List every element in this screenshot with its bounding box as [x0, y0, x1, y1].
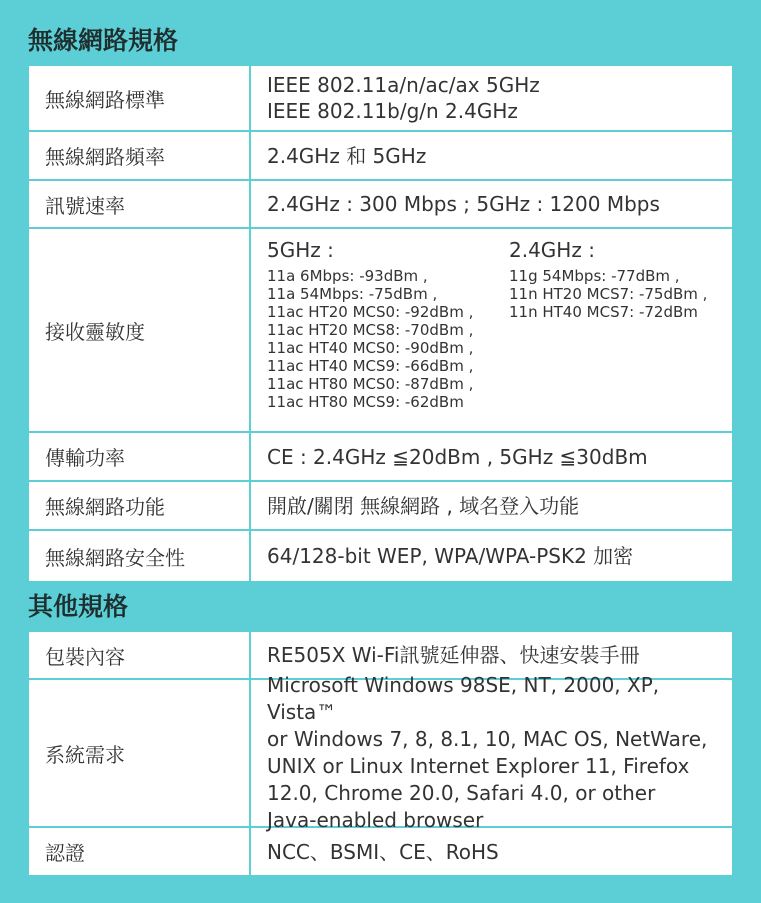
table-row — [29, 433, 732, 482]
sensitivity-line: 11ac HT40 MCS9: -66dBm , — [267, 357, 474, 375]
value-line: NCC、BSMI、CE、RoHS — [267, 839, 499, 864]
other-spec-table — [29, 632, 732, 875]
row-label: 認證 — [29, 828, 251, 875]
value-line: IEEE 802.11b/g/n 2.4GHz — [267, 99, 518, 123]
value-line: 2.4GHz : 300 Mbps ; 5GHz : 1200 Mbps — [267, 192, 660, 216]
table-row — [29, 181, 732, 229]
sensitivity-line: 11ac HT40 MCS0: -90dBm , — [267, 339, 474, 357]
row-label: 無線網路頻率 — [29, 132, 251, 179]
value-line: 2.4GHz 和 5GHz — [267, 143, 427, 168]
row-value — [251, 531, 732, 581]
sensitivity-line: 11a 54Mbps: -75dBm , — [267, 285, 438, 303]
row-value — [251, 433, 732, 480]
table-row — [29, 828, 732, 875]
row-label: 接收靈敏度 — [29, 229, 251, 431]
row-value — [251, 132, 732, 179]
row-value — [251, 828, 732, 875]
row-label: 無線網路功能 — [29, 482, 251, 529]
sensitivity-line: 11n HT40 MCS7: -72dBm — [509, 303, 698, 321]
sensitivity-line: 11ac HT80 MCS0: -87dBm , — [267, 375, 474, 393]
row-value — [251, 482, 732, 529]
value-line: IEEE 802.11a/n/ac/ax 5GHz — [267, 73, 540, 97]
value-line: UNIX or Linux Internet Explorer 11, Firefox — [267, 754, 690, 778]
row-label: 無線網路標準 — [29, 66, 251, 130]
table-row — [29, 66, 732, 132]
sensitivity-heading: 5GHz : — [267, 238, 334, 262]
row-value — [251, 229, 751, 431]
wireless-spec-table — [29, 66, 732, 581]
row-value — [251, 673, 732, 832]
table-row — [29, 673, 732, 832]
value-line: CE : 2.4GHz ≦20dBm , 5GHz ≦30dBm — [267, 444, 648, 469]
row-label: 訊號速率 — [29, 181, 251, 227]
row-label: 系統需求 — [29, 680, 251, 826]
value-line: RE505X Wi-Fi訊號延伸器、快速安裝手冊 — [267, 643, 640, 667]
sensitivity-24ghz — [509, 237, 751, 411]
sensitivity-line: 11ac HT20 MCS0: -92dBm , — [267, 303, 474, 321]
value-line: Microsoft Windows 98SE, NT, 2000, XP, Vista™ — [267, 673, 660, 724]
sensitivity-heading: 2.4GHz : — [509, 238, 595, 262]
value-line: Java-enabled browser — [267, 808, 484, 832]
row-value — [251, 66, 732, 130]
row-label: 包裝內容 — [29, 632, 251, 678]
other-spec-title: 其他規格 — [28, 592, 129, 621]
table-row-sensitivity — [29, 229, 732, 433]
sensitivity-line: 11g 54Mbps: -77dBm , — [509, 267, 680, 285]
sensitivity-line: 11ac HT20 MCS8: -70dBm , — [267, 321, 474, 339]
table-row — [29, 531, 732, 581]
table-row — [29, 132, 732, 181]
sensitivity-5ghz — [267, 237, 509, 411]
row-label: 傳輸功率 — [29, 433, 251, 480]
value-line: 64/128-bit WEP, WPA/WPA-PSK2 加密 — [267, 544, 634, 568]
sensitivity-line: 11n HT20 MCS7: -75dBm , — [509, 285, 708, 303]
table-row — [29, 482, 732, 531]
row-label: 無線網路安全性 — [29, 531, 251, 581]
wireless-spec-title: 無線網路規格 — [28, 26, 179, 55]
sensitivity-line: 11ac HT80 MCS9: -62dBm — [267, 393, 464, 411]
value-line: 開啟/關閉 無線網路 , 域名登入功能 — [267, 493, 580, 518]
value-line: 12.0, Chrome 20.0, Safari 4.0, or other — [267, 781, 656, 805]
row-value — [251, 181, 732, 227]
sensitivity-line: 11a 6Mbps: -93dBm , — [267, 267, 428, 285]
value-line: or Windows 7, 8, 8.1, 10, MAC OS, NetWare, — [267, 727, 708, 751]
sensitivity-columns — [267, 229, 751, 411]
